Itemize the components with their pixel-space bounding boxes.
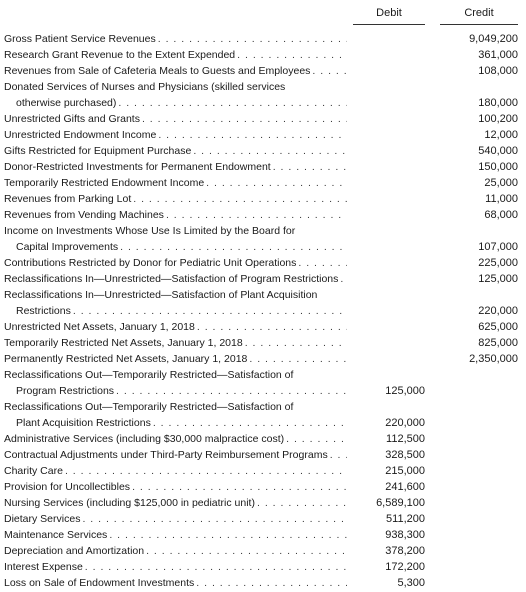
account-row-line bbox=[0, 575, 526, 591]
account-label: Depreciation and Amortization bbox=[4, 545, 145, 557]
account-label: Reclassifications Out—Temporarily Restricted—Satisfaction of bbox=[4, 369, 294, 381]
account-row bbox=[0, 223, 526, 255]
account-label: Donated Services of Nurses and Physicians (skilled services bbox=[4, 81, 286, 93]
account-row-line bbox=[0, 319, 526, 335]
debit-amount bbox=[353, 303, 425, 319]
debit-amount bbox=[353, 319, 425, 335]
account-label-wrap bbox=[4, 143, 347, 159]
account-row-line bbox=[0, 543, 526, 559]
dot-leader bbox=[109, 527, 347, 543]
account-row-line bbox=[0, 511, 526, 527]
account-label: Unrestricted Gifts and Grants bbox=[4, 113, 140, 125]
account-row-line bbox=[0, 111, 526, 127]
debit-amount: 378,200 bbox=[385, 545, 425, 557]
debit-amount bbox=[353, 159, 425, 175]
credit-amount bbox=[440, 479, 518, 495]
account-row-line bbox=[0, 223, 526, 239]
account-label: Gross Patient Service Revenues bbox=[4, 33, 156, 45]
account-label-wrap bbox=[16, 95, 347, 111]
account-label: Capital Improvements bbox=[16, 241, 119, 253]
debit-amount: 172,200 bbox=[385, 561, 425, 573]
debit-amount: 938,300 bbox=[385, 529, 425, 541]
dot-leader bbox=[340, 271, 347, 287]
account-label-wrap bbox=[4, 431, 347, 447]
account-label-wrap bbox=[16, 415, 347, 431]
dot-leader bbox=[245, 335, 347, 351]
account-label-wrap bbox=[16, 383, 347, 399]
account-label: Reclassifications In—Unrestricted—Satisfaction of Plant Acquisition bbox=[4, 289, 318, 301]
account-row-line bbox=[0, 95, 526, 111]
credit-amount: 12,000 bbox=[484, 129, 518, 141]
debit-amount: 112,500 bbox=[386, 433, 425, 445]
account-rows bbox=[0, 31, 526, 591]
dot-leader bbox=[298, 255, 347, 271]
dot-leader bbox=[120, 239, 347, 255]
account-label: otherwise purchased) bbox=[16, 97, 117, 109]
dot-leader bbox=[158, 127, 347, 143]
account-label-wrap bbox=[4, 351, 347, 367]
account-label-wrap bbox=[4, 47, 347, 63]
account-row-line bbox=[0, 447, 526, 463]
account-label-wrap bbox=[4, 367, 347, 383]
account-row bbox=[0, 175, 526, 191]
account-label-wrap bbox=[4, 271, 347, 287]
dot-leader bbox=[65, 463, 347, 479]
account-row-line bbox=[0, 367, 526, 383]
account-label-wrap bbox=[4, 207, 347, 223]
account-row-line bbox=[0, 79, 526, 95]
account-row bbox=[0, 111, 526, 127]
credit-amount: 9,049,200 bbox=[469, 33, 518, 45]
credit-amount bbox=[440, 495, 518, 511]
account-label-wrap bbox=[4, 575, 347, 591]
debit-amount bbox=[353, 127, 425, 143]
account-label-wrap bbox=[4, 111, 347, 127]
dot-leader bbox=[146, 543, 347, 559]
account-label: Restrictions bbox=[16, 305, 71, 317]
credit-amount bbox=[440, 431, 518, 447]
account-label: Permanently Restricted Net Assets, January 1, 2018 bbox=[4, 353, 248, 365]
account-row bbox=[0, 47, 526, 63]
account-label-wrap bbox=[4, 543, 347, 559]
dot-leader bbox=[206, 175, 347, 191]
account-label: Temporarily Restricted Endowment Income bbox=[4, 177, 205, 189]
account-label: Nursing Services (including $125,000 in pediatric unit) bbox=[4, 497, 255, 509]
account-row-line bbox=[0, 351, 526, 367]
account-label: Revenues from Vending Machines bbox=[4, 209, 164, 221]
account-row-line bbox=[0, 127, 526, 143]
account-row bbox=[0, 511, 526, 527]
account-row bbox=[0, 463, 526, 479]
account-row bbox=[0, 543, 526, 559]
credit-amount: 107,000 bbox=[478, 241, 518, 253]
dot-leader bbox=[158, 31, 347, 47]
debit-amount: 241,600 bbox=[385, 481, 425, 493]
account-label: Loss on Sale of Endowment Investments bbox=[4, 577, 195, 589]
credit-amount: 11,000 bbox=[485, 193, 518, 205]
account-label: Income on Investments Whose Use Is Limited by the Board for bbox=[4, 225, 296, 237]
account-label: Contractual Adjustments under Third-Party Reimbursement Programs bbox=[4, 449, 328, 461]
account-row bbox=[0, 351, 526, 367]
credit-amount: 150,000 bbox=[478, 161, 518, 173]
credit-amount: 825,000 bbox=[478, 337, 518, 349]
account-row-line bbox=[0, 191, 526, 207]
account-row-line bbox=[0, 271, 526, 287]
dot-leader bbox=[85, 559, 347, 575]
account-label-wrap bbox=[4, 79, 347, 95]
credit-amount: 361,000 bbox=[478, 49, 518, 61]
account-label-wrap bbox=[4, 63, 347, 79]
credit-amount bbox=[440, 383, 518, 399]
account-row-line bbox=[0, 527, 526, 543]
dot-leader bbox=[196, 575, 347, 591]
account-label-wrap bbox=[16, 303, 347, 319]
account-label: Gifts Restricted for Equipment Purchase bbox=[4, 145, 192, 157]
dot-leader bbox=[166, 207, 347, 223]
debit-amount bbox=[353, 47, 425, 63]
account-row-line bbox=[0, 463, 526, 479]
account-label-wrap bbox=[4, 559, 347, 575]
account-label-wrap bbox=[4, 191, 347, 207]
debit-amount bbox=[353, 111, 425, 127]
account-label-wrap bbox=[4, 495, 347, 511]
account-row bbox=[0, 335, 526, 351]
debit-amount bbox=[353, 63, 425, 79]
account-row bbox=[0, 399, 526, 431]
account-label-wrap bbox=[4, 511, 347, 527]
account-row bbox=[0, 255, 526, 271]
account-row-line bbox=[0, 303, 526, 319]
credit-header-rule bbox=[440, 24, 518, 25]
dot-leader bbox=[142, 111, 347, 127]
debit-amount bbox=[353, 31, 425, 47]
credit-amount bbox=[440, 511, 518, 527]
account-row-line bbox=[0, 415, 526, 431]
account-label: Donor-Restricted Investments for Permanent Endowment bbox=[4, 161, 271, 173]
account-row bbox=[0, 159, 526, 175]
account-label-wrap bbox=[4, 479, 347, 495]
account-label-wrap bbox=[4, 319, 347, 335]
debit-amount bbox=[353, 95, 425, 111]
account-row bbox=[0, 191, 526, 207]
account-row-line bbox=[0, 335, 526, 351]
account-label: Maintenance Services bbox=[4, 529, 108, 541]
account-row-line bbox=[0, 479, 526, 495]
account-row-line bbox=[0, 383, 526, 399]
credit-amount bbox=[440, 559, 518, 575]
account-row-line bbox=[0, 431, 526, 447]
account-label: Reclassifications Out—Temporarily Restricted—Satisfaction of bbox=[4, 401, 294, 413]
dot-leader bbox=[153, 415, 347, 431]
credit-amount: 540,000 bbox=[478, 145, 518, 157]
credit-column-header: Credit bbox=[464, 7, 494, 19]
credit-amount: 68,000 bbox=[484, 209, 518, 221]
debit-amount: 220,000 bbox=[385, 417, 425, 429]
debit-amount: 5,300 bbox=[397, 577, 425, 589]
dot-leader bbox=[197, 319, 347, 335]
credit-amount: 108,000 bbox=[478, 65, 518, 77]
credit-amount bbox=[440, 575, 518, 591]
account-row-line bbox=[0, 207, 526, 223]
credit-amount: 180,000 bbox=[478, 97, 518, 109]
debit-amount bbox=[353, 255, 425, 271]
credit-amount: 625,000 bbox=[478, 321, 518, 333]
account-row-line bbox=[0, 175, 526, 191]
credit-amount: 220,000 bbox=[478, 305, 518, 317]
dot-leader bbox=[237, 47, 347, 63]
account-label: Unrestricted Endowment Income bbox=[4, 129, 157, 141]
dot-leader bbox=[249, 351, 347, 367]
account-label-wrap bbox=[4, 175, 347, 191]
account-row bbox=[0, 367, 526, 399]
credit-amount bbox=[440, 447, 518, 463]
account-label-wrap bbox=[4, 223, 347, 239]
debit-amount bbox=[353, 351, 425, 367]
credit-amount bbox=[440, 543, 518, 559]
account-label-wrap bbox=[4, 127, 347, 143]
debit-amount bbox=[353, 271, 425, 287]
account-row bbox=[0, 63, 526, 79]
account-label: Reclassifications In—Unrestricted—Satisfaction of Program Restrictions bbox=[4, 273, 339, 285]
account-row-line bbox=[0, 255, 526, 271]
account-row bbox=[0, 271, 526, 287]
account-row-line bbox=[0, 239, 526, 255]
debit-amount bbox=[353, 143, 425, 159]
dot-leader bbox=[116, 383, 347, 399]
debit-amount: 511,200 bbox=[386, 513, 425, 525]
dot-leader bbox=[73, 303, 347, 319]
account-row bbox=[0, 447, 526, 463]
debit-amount bbox=[353, 191, 425, 207]
account-label: Interest Expense bbox=[4, 561, 83, 573]
credit-amount bbox=[440, 415, 518, 431]
debit-header-rule bbox=[353, 24, 425, 25]
account-label: Temporarily Restricted Net Assets, January 1, 2018 bbox=[4, 337, 243, 349]
account-label-wrap bbox=[4, 287, 347, 303]
account-row-line bbox=[0, 47, 526, 63]
credit-amount: 100,200 bbox=[478, 113, 518, 125]
dot-leader bbox=[273, 159, 347, 175]
account-row bbox=[0, 495, 526, 511]
account-row-line bbox=[0, 159, 526, 175]
debit-amount bbox=[353, 239, 425, 255]
debit-amount bbox=[353, 207, 425, 223]
account-row-line bbox=[0, 143, 526, 159]
account-label: Unrestricted Net Assets, January 1, 2018 bbox=[4, 321, 195, 333]
account-row bbox=[0, 319, 526, 335]
account-label-wrap bbox=[4, 31, 347, 47]
account-row bbox=[0, 31, 526, 47]
dot-leader bbox=[132, 479, 347, 495]
dot-leader bbox=[193, 143, 347, 159]
debit-amount: 6,589,100 bbox=[376, 497, 425, 509]
account-label: Provision for Uncollectibles bbox=[4, 481, 131, 493]
dot-leader bbox=[133, 191, 347, 207]
account-label: Revenues from Sale of Cafeteria Meals to Guests and Employees bbox=[4, 65, 311, 77]
account-row-line bbox=[0, 399, 526, 415]
debit-amount bbox=[353, 175, 425, 191]
account-label-wrap bbox=[16, 239, 347, 255]
account-row-line bbox=[0, 63, 526, 79]
dot-leader bbox=[286, 431, 347, 447]
account-label-wrap bbox=[4, 335, 347, 351]
account-label: Plant Acquisition Restrictions bbox=[16, 417, 151, 429]
account-label: Charity Care bbox=[4, 465, 63, 477]
account-row bbox=[0, 127, 526, 143]
dot-leader bbox=[257, 495, 347, 511]
account-label: Contributions Restricted by Donor for Pediatric Unit Operations bbox=[4, 257, 297, 269]
account-row bbox=[0, 287, 526, 319]
account-row bbox=[0, 479, 526, 495]
dot-leader bbox=[312, 63, 347, 79]
account-row bbox=[0, 431, 526, 447]
account-label-wrap bbox=[4, 463, 347, 479]
credit-amount: 125,000 bbox=[478, 273, 518, 285]
credit-amount bbox=[440, 463, 518, 479]
account-label-wrap bbox=[4, 255, 347, 271]
dot-leader bbox=[330, 447, 347, 463]
debit-column-header: Debit bbox=[376, 7, 402, 19]
account-row bbox=[0, 79, 526, 111]
account-label: Program Restrictions bbox=[16, 385, 115, 397]
account-row-line bbox=[0, 31, 526, 47]
account-label: Research Grant Revenue to the Extent Expended bbox=[4, 49, 236, 61]
account-label-wrap bbox=[4, 447, 347, 463]
account-label: Administrative Services (including $30,000 malpractice cost) bbox=[4, 433, 285, 445]
account-row bbox=[0, 575, 526, 591]
credit-amount bbox=[440, 527, 518, 543]
account-label: Revenues from Parking Lot bbox=[4, 193, 132, 205]
credit-amount: 2,350,000 bbox=[469, 353, 518, 365]
debit-amount bbox=[353, 335, 425, 351]
credit-amount: 25,000 bbox=[484, 177, 518, 189]
account-row bbox=[0, 527, 526, 543]
account-label-wrap bbox=[4, 527, 347, 543]
credit-amount: 225,000 bbox=[478, 257, 518, 269]
account-row-line bbox=[0, 559, 526, 575]
account-label-wrap bbox=[4, 159, 347, 175]
debit-amount: 215,000 bbox=[385, 465, 425, 477]
dot-leader bbox=[118, 95, 347, 111]
account-label: Dietary Services bbox=[4, 513, 81, 525]
dot-leader bbox=[82, 511, 347, 527]
account-row bbox=[0, 559, 526, 575]
account-row bbox=[0, 207, 526, 223]
debit-amount: 328,500 bbox=[385, 449, 425, 461]
debit-amount: 125,000 bbox=[385, 385, 425, 397]
account-row bbox=[0, 143, 526, 159]
account-label-wrap bbox=[4, 399, 347, 415]
account-row-line bbox=[0, 495, 526, 511]
account-row-line bbox=[0, 287, 526, 303]
